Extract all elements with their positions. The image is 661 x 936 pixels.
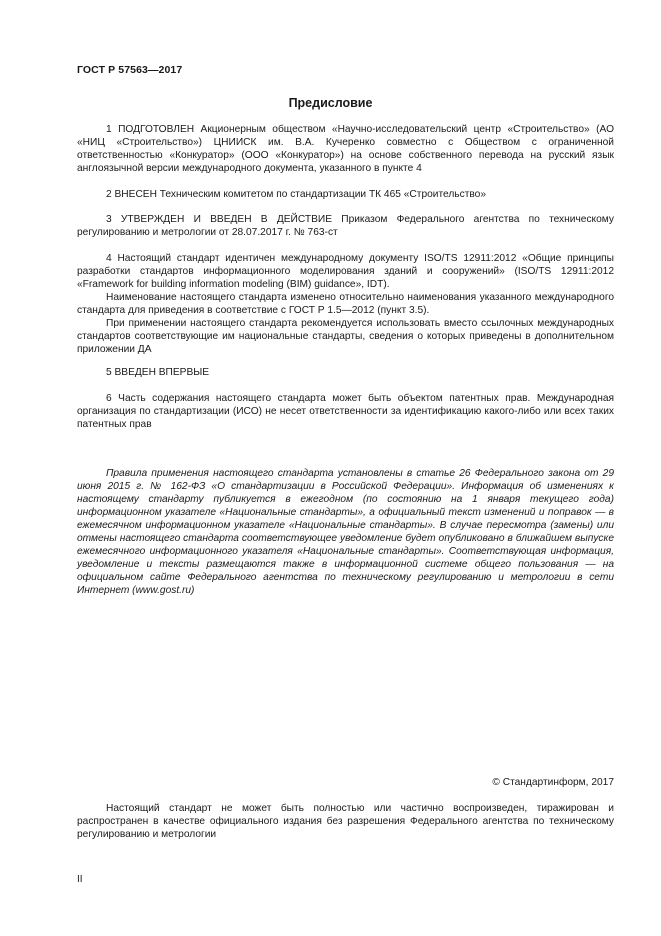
paragraph-5-text: 5 ВВЕДЕН ВПЕРВЫЕ (106, 367, 210, 378)
paragraph-5-first-introduced (77, 366, 614, 379)
paragraph-2-submitted-by (77, 188, 614, 201)
page-title: Предисловие (288, 96, 373, 110)
paragraph-4-text: 4 Настоящий стандарт идентичен международному документу ISO/TS 12911:2012 «Общие принципы разработки стандартов информационного моделирования зданий и сооружений» (ISO/TS 12911:2012 «Framework for building information modeling (BIM) guidance», IDT). (77, 253, 614, 290)
reproduction-notice (77, 802, 614, 841)
page-number: II (77, 874, 83, 885)
reproduction-text: Настоящий стандарт не может быть полностью или частично воспроизведен, тиражирован и распространен в качестве официального издания без разрешения Федерального агентства по техническому регулированию и метрологии (77, 803, 614, 840)
notice-text: Правила применения настоящего стандарта установлены в статье 26 Федерального закона от 29 июня 2015 г. № 162-ФЗ «О стандартизации в Российской Федерации». Информация об изменениях к настоящему стандарту публикуется в ежегодном (по состоянию на 1 января текущего года) информационном указателе «Национальные стандарты», а официальный текст изменений и поправок — в ежемесячном информационном указателе «Национальные стандарты». В случае пересмотра (замены) или отмены настоящего стандарта соответствующее уведомление будет опубликовано в ближайшем выпуске ежемесячного информационного указателя «Национальные стандарты». Соответствующая информация, уведомление и тексты размещаются также в информационной системе общего пользования — на официальном сайте Федерального агентства по техническому регулированию и метрологии в сети Интернет (www.gost.ru) (77, 468, 614, 596)
document-number-header: ГОСТ Р 57563—2017 (77, 64, 183, 76)
paragraph-1-text: 1 ПОДГОТОВЛЕН Акционерным обществом «Научно-исследовательский центр «Строительство» (АО «НИЦ «Строительство») ЦНИИСК им. В.А. Кучеренко совместно с Обществом с ограниченной ответственностью «Конкуратор» (ООО «Конкуратор») на основе собственного перевода на русский язык англоязычной версии международного документа, указанного в пункте 4 (77, 124, 614, 174)
paragraph-4-name-change: Наименование настоящего стандарта изменено относительно наименования указанного международного стандарта для приведения в соответствие с ГОСТ Р 1.5—2012 (пункт 3.5). (77, 292, 614, 316)
paragraph-3-text: 3 УТВЕРЖДЕН И ВВЕДЕН В ДЕЙСТВИЕ Приказом Федерального агентства по техническому регулированию и метрологии от 28.07.2017 г. № 763-ст (77, 214, 614, 238)
paragraph-2-text: 2 ВНЕСЕН Техническим комитетом по стандартизации ТК 465 «Строительство» (106, 189, 486, 200)
paragraph-6-patent (77, 392, 614, 431)
paragraph-4-references: При применении настоящего стандарта рекомендуется использовать вместо ссылочных международных стандартов соответствующие им национальные стандарты, сведения о которых приведены в дополнительном приложении ДА (77, 318, 614, 355)
paragraph-1-prepared-by (77, 123, 614, 175)
paragraph-4-identity (77, 252, 614, 356)
paragraph-3-approved (77, 213, 614, 239)
paragraph-6-text: 6 Часть содержания настоящего стандарта может быть объектом патентных прав. Международная организация по стандартизации (ИСО) не несет ответственности за идентификацию какого-либо или всех таких патентных прав (77, 393, 614, 430)
copyright-line: © Стандартинформ, 2017 (492, 777, 614, 788)
application-rules-notice (77, 467, 614, 597)
